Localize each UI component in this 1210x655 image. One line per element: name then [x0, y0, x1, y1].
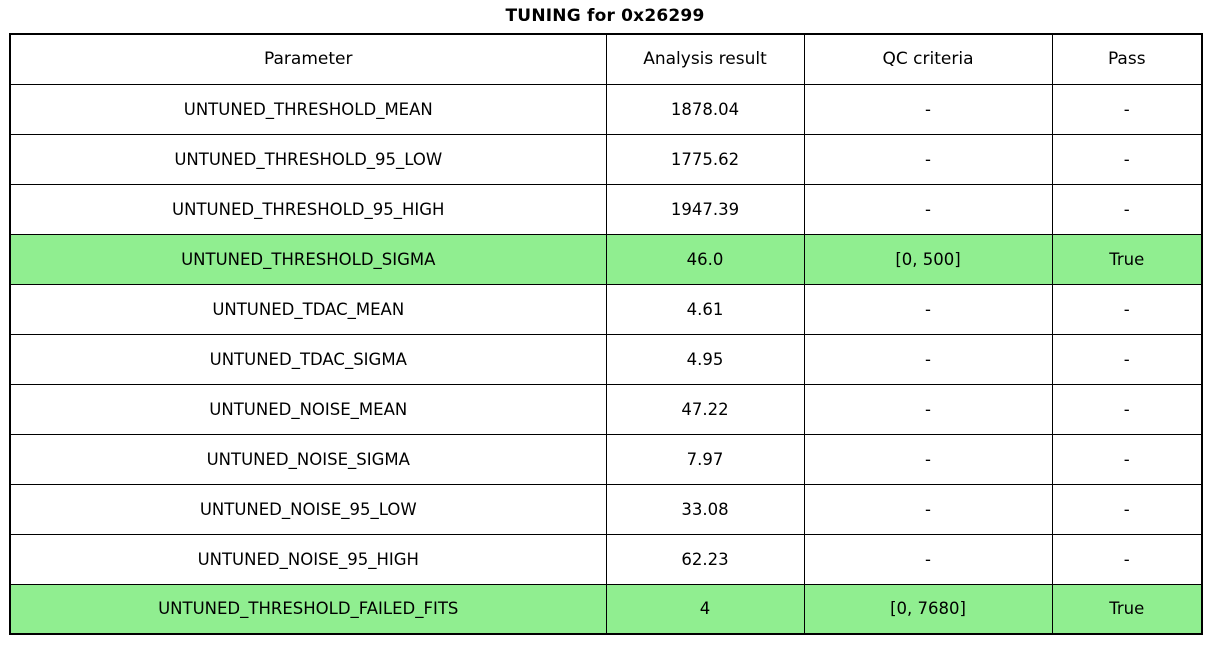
cell-parameter: UNTUNED_THRESHOLD_MEAN [10, 84, 606, 134]
cell-pass: - [1052, 334, 1202, 384]
cell-analysis-result: 4 [606, 584, 804, 634]
table-row [10, 84, 1202, 134]
cell-pass: True [1052, 584, 1202, 634]
cell-qc-criteria: [0, 500] [804, 234, 1052, 284]
column-header-qc-criteria: QC criteria [804, 34, 1052, 84]
cell-parameter: UNTUNED_NOISE_95_HIGH [10, 534, 606, 584]
cell-qc-criteria: - [804, 484, 1052, 534]
cell-qc-criteria: [0, 7680] [804, 584, 1052, 634]
cell-qc-criteria: - [804, 384, 1052, 434]
table-row [10, 234, 1202, 284]
cell-pass: - [1052, 534, 1202, 584]
column-header-analysis-result: Analysis result [606, 34, 804, 84]
cell-pass: True [1052, 234, 1202, 284]
table-row [10, 334, 1202, 384]
qc-results-table [9, 33, 1203, 635]
table-row [10, 384, 1202, 434]
cell-analysis-result: 46.0 [606, 234, 804, 284]
table-row [10, 134, 1202, 184]
table-row [10, 584, 1202, 634]
cell-qc-criteria: - [804, 184, 1052, 234]
cell-qc-criteria: - [804, 434, 1052, 484]
table-row [10, 284, 1202, 334]
cell-analysis-result: 7.97 [606, 434, 804, 484]
cell-pass: - [1052, 484, 1202, 534]
cell-parameter: UNTUNED_TDAC_SIGMA [10, 334, 606, 384]
table-row [10, 534, 1202, 584]
column-header-pass: Pass [1052, 34, 1202, 84]
cell-qc-criteria: - [804, 84, 1052, 134]
table-row [10, 434, 1202, 484]
cell-parameter: UNTUNED_THRESHOLD_FAILED_FITS [10, 584, 606, 634]
cell-pass: - [1052, 184, 1202, 234]
cell-analysis-result: 1775.62 [606, 134, 804, 184]
cell-parameter: UNTUNED_NOISE_MEAN [10, 384, 606, 434]
cell-qc-criteria: - [804, 284, 1052, 334]
cell-parameter: UNTUNED_THRESHOLD_SIGMA [10, 234, 606, 284]
table-header-row [10, 34, 1202, 84]
cell-analysis-result: 47.22 [606, 384, 804, 434]
table-row [10, 184, 1202, 234]
cell-pass: - [1052, 384, 1202, 434]
cell-analysis-result: 1947.39 [606, 184, 804, 234]
cell-pass: - [1052, 434, 1202, 484]
cell-parameter: UNTUNED_THRESHOLD_95_LOW [10, 134, 606, 184]
cell-analysis-result: 33.08 [606, 484, 804, 534]
cell-qc-criteria: - [804, 134, 1052, 184]
cell-analysis-result: 1878.04 [606, 84, 804, 134]
cell-parameter: UNTUNED_THRESHOLD_95_HIGH [10, 184, 606, 234]
cell-analysis-result: 62.23 [606, 534, 804, 584]
page-title: TUNING for 0x26299 [505, 6, 705, 26]
cell-pass: - [1052, 84, 1202, 134]
cell-parameter: UNTUNED_NOISE_95_LOW [10, 484, 606, 534]
cell-qc-criteria: - [804, 334, 1052, 384]
cell-pass: - [1052, 284, 1202, 334]
table-row [10, 484, 1202, 534]
cell-parameter: UNTUNED_TDAC_MEAN [10, 284, 606, 334]
cell-analysis-result: 4.95 [606, 334, 804, 384]
table-body [10, 84, 1202, 634]
cell-analysis-result: 4.61 [606, 284, 804, 334]
table-header [10, 34, 1202, 84]
cell-qc-criteria: - [804, 534, 1052, 584]
cell-pass: - [1052, 134, 1202, 184]
table-container [0, 33, 1210, 635]
column-header-parameter: Parameter [10, 34, 606, 84]
cell-parameter: UNTUNED_NOISE_SIGMA [10, 434, 606, 484]
